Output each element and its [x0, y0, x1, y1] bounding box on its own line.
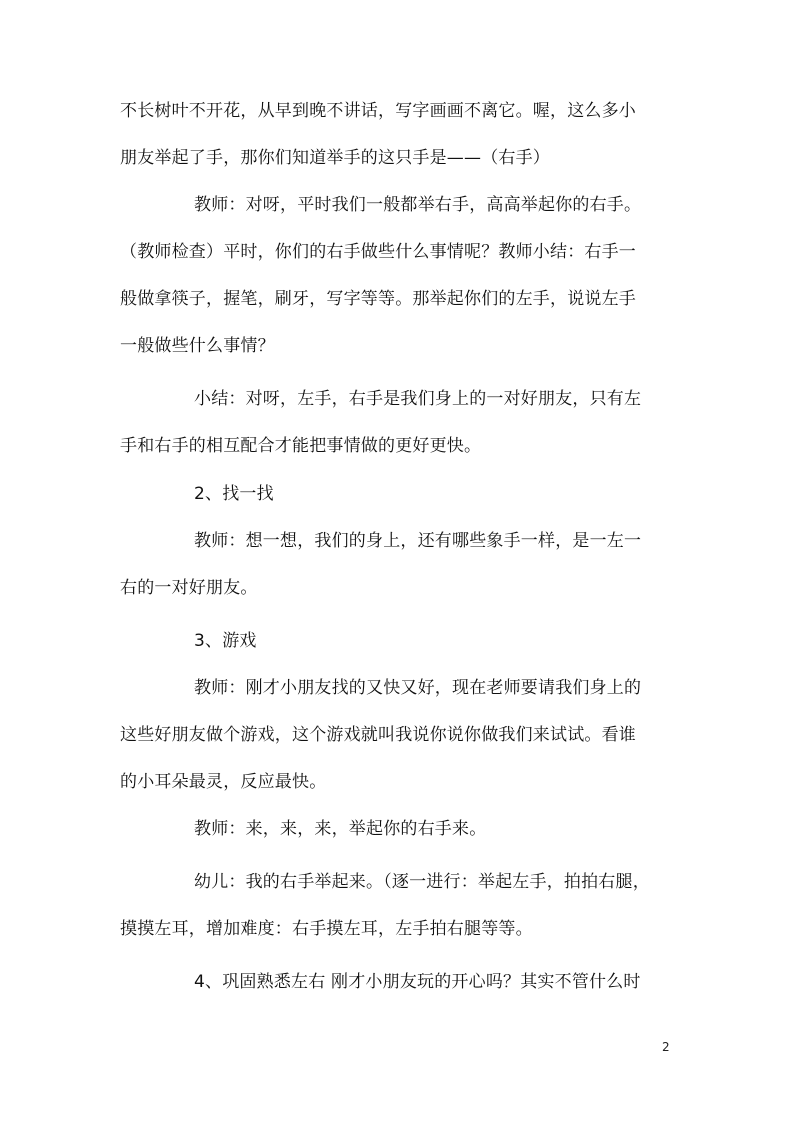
paragraph-line: 右的一对好朋友。	[120, 578, 258, 598]
paragraph-line: 教师：想一想，我们的身上，还有哪些象手一样，是一左一	[194, 531, 642, 551]
paragraph-line: 的小耳朵最灵，反应最快。	[120, 772, 327, 792]
paragraph-line: 摸摸左耳，增加难度：右手摸左耳，左手拍右腿等等。	[120, 919, 533, 939]
paragraph-line: 幼儿：我的右手举起来。（逐一进行：举起左手，拍拍右腿，	[194, 872, 650, 892]
paragraph-line: 一般做些什么事情？	[120, 336, 275, 356]
paragraph-line: 教师：刚才小朋友找的又快又好，现在老师要请我们身上的	[194, 678, 642, 698]
paragraph-line: 教师：对呀，平时我们一般都举右手，高高举起你的右手。	[194, 195, 642, 215]
page-number: 2	[662, 1040, 670, 1054]
paragraph-line: （教师检查）平时，你们的右手做些什么事情呢？教师小结：右手一	[120, 242, 636, 262]
paragraph-line: 不长树叶不开花，从早到晚不讲话，写字画画不离它。喔，这么多小	[120, 101, 636, 121]
paragraph-line: 4、巩固熟悉左右 刚才小朋友玩的开心吗？其实不管什么时	[194, 972, 641, 992]
paragraph-line: 手和右手的相互配合才能把事情做的更好更快。	[120, 436, 482, 456]
paragraph-line: 教师：来，来，来，举起你的右手来。	[194, 819, 487, 839]
paragraph-line: 般做拿筷子，握笔，刷牙，写字等等。那举起你们的左手，说说左手	[120, 289, 636, 309]
section-heading: 2、找一找	[194, 484, 274, 504]
paragraph-line: 朋友举起了手，那你们知道举手的这只手是——（右手）	[120, 148, 550, 168]
paragraph-line: 小结：对呀，左手，右手是我们身上的一对好朋友，只有左	[194, 389, 642, 409]
paragraph-line: 这些好朋友做个游戏，这个游戏就叫我说你说你做我们来试试。看谁	[120, 725, 636, 745]
section-heading: 3、游戏	[194, 631, 257, 651]
